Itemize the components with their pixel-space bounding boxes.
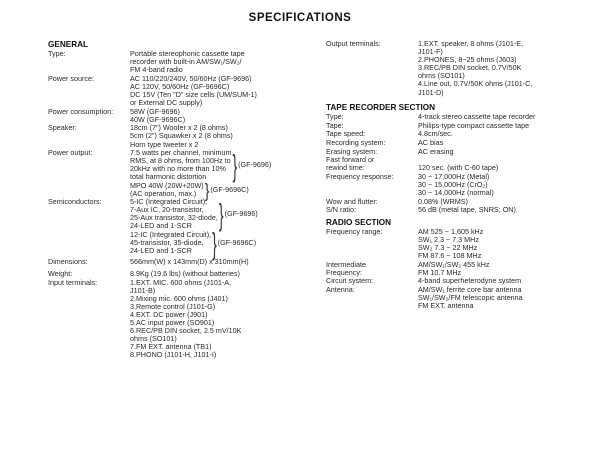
tape-recorder-heading: TAPE RECORDER SECTION <box>326 103 436 113</box>
spec-label: S/N ratio: <box>326 205 356 215</box>
spec-line: FM EXT. antenna <box>418 301 474 311</box>
spec-label: Dimensions: <box>48 257 88 267</box>
spec-label: Frequency range: <box>326 226 383 236</box>
spec-line: 5.AC input power (SO901) <box>130 318 215 327</box>
spec-output-terminals <box>326 40 588 97</box>
spec-value <box>418 261 588 277</box>
right-column <box>326 40 588 311</box>
spec-line: 566mm(W) x 143mm(D) x 310mm(H) <box>130 257 249 267</box>
spec-label-line: Frequency: <box>326 267 362 277</box>
spec-line: 12-IC (Integrated Circuit), <box>130 229 212 239</box>
spec-line: 24-LED and 1-SCR <box>130 221 192 231</box>
model-label: (GF-9696C) <box>210 184 249 194</box>
spec-line: SW₁/SW₂/FM telescopic antenna <box>418 293 523 303</box>
spec-frequency-response <box>326 173 588 197</box>
spec-line: AC 110/220/240V, 50/60Hz (GF-9696) <box>130 73 252 83</box>
spec-label: Weight: <box>48 268 73 278</box>
spec-label <box>326 261 418 277</box>
spec-value: AC erasing <box>418 146 454 156</box>
bracket-group <box>130 225 320 261</box>
spec-label: Frequency response: <box>326 171 394 181</box>
spec-line: 30 ~ 15,000Hz (CrO₂) <box>418 179 488 189</box>
spec-dimensions <box>48 258 320 266</box>
spec-intermediate-frequency <box>326 261 588 277</box>
right-brace-glyph: } <box>212 225 217 261</box>
spec-label: Power consumption: <box>48 106 114 116</box>
spec-label: Input terminals: <box>48 277 98 287</box>
spec-line: MPO 40W (20W+20W) <box>130 180 204 190</box>
spec-line: 25-Aux transistor, 32-diode, <box>130 213 218 223</box>
spec-value <box>130 124 320 148</box>
spec-line: 30 ~ 14,000Hz (normal) <box>418 188 494 197</box>
spec-recording-system <box>326 139 588 147</box>
spec-label: Output terminals: <box>326 39 381 48</box>
spec-value <box>418 286 588 310</box>
spec-line: 3.REC/PB DIN socket, 0.7V/50K <box>418 63 522 73</box>
spec-power-consumption <box>48 108 320 124</box>
spec-line: 24-LED and 1-SCR <box>130 245 192 255</box>
spec-line: J101-B) <box>130 285 156 295</box>
spec-line: FM 4-band radio <box>130 65 183 75</box>
spec-line: 58W (GF-9696) <box>130 106 180 116</box>
radio-heading: RADIO SECTION <box>326 217 392 227</box>
spec-label: Type: <box>326 112 344 122</box>
spec-line: J101-D) <box>418 87 444 97</box>
spec-label: Circuit system: <box>326 276 374 286</box>
spec-value <box>130 147 320 201</box>
spec-weight <box>48 270 320 278</box>
spec-line: recorder with built-in AM/SW₁/SW₂/ <box>130 57 242 67</box>
spec-line: 2.PHONES, 8~25 ohms (J603) <box>418 55 517 65</box>
bracket-lines <box>130 198 218 230</box>
spec-line: 7-Aux IC, 20-transistor, <box>130 205 204 215</box>
bracket-lines <box>130 231 211 255</box>
spec-label-line: rewind time: <box>326 163 365 173</box>
spec-speaker <box>48 124 320 148</box>
spec-value <box>130 196 320 261</box>
spec-line: 120 sec. (with C-60 tape) <box>418 163 499 173</box>
spec-line: 2.Mixing mic. 600 ohms (J401) <box>130 293 228 303</box>
spec-line: AM/SW₁ ferrite core bar antenna <box>418 284 522 294</box>
spec-line: or External DC supply) <box>130 98 203 108</box>
spec-label: Power output: <box>48 148 93 158</box>
spec-label: Wow and flutter: <box>326 196 378 206</box>
spec-label-line: Intermediate <box>326 259 366 269</box>
general-column <box>48 40 320 360</box>
spec-line: SW₂ 7.3 ~ 22 MHz <box>418 242 478 252</box>
spec-label: Tape: <box>326 120 344 130</box>
spec-type <box>48 50 320 74</box>
spec-value: 4-track stereo cassette tape recorder <box>418 112 536 122</box>
spec-label: Speaker: <box>48 123 77 133</box>
general-heading: GENERAL <box>48 40 89 49</box>
spec-value: Philips-type compact cassette tape <box>418 120 530 130</box>
spec-line: FM 87.6 ~ 108 MHz <box>418 251 482 261</box>
spec-line: Horn type tweeter x 2 <box>130 139 199 149</box>
spec-line: ohms (SO101) <box>130 334 177 344</box>
spec-value: AC bias <box>418 137 444 147</box>
spec-line: 30 ~ 17,000Hz (Metal) <box>418 171 490 181</box>
spec-tape <box>326 122 588 130</box>
spec-line: FM 10.7 MHz <box>418 267 462 277</box>
spec-value <box>130 258 320 266</box>
spec-label-line: Fast forward or <box>326 155 375 165</box>
spec-line: 7.FM EXT. antenna (TB1) <box>130 342 212 352</box>
model-label: (GF-9696) <box>224 209 258 219</box>
spec-line: 8.PHONO (J101-H, J101-I) <box>130 350 217 360</box>
spec-value <box>130 270 320 278</box>
spec-value <box>130 279 320 360</box>
spec-line: 6.REC/PB DIN socket, 2.5 mV/10K <box>130 326 242 336</box>
spec-line: total harmonic distortion <box>130 172 207 182</box>
spec-line: RMS, at 8 ohms, from 100Hz to <box>130 156 231 166</box>
spec-line: 7.5 watts per channel, minimum <box>130 148 232 158</box>
spec-semiconductors <box>48 196 320 261</box>
spec-line: AM 525 ~ 1,605 kHz <box>418 226 484 236</box>
spec-power-output <box>48 147 320 201</box>
bracket-group <box>130 198 320 230</box>
spec-sn-ratio <box>326 206 588 214</box>
bracket-group <box>130 178 320 201</box>
spec-line: 45-transistor, 35-diode, <box>130 237 204 247</box>
spec-line: Portable stereophonic cassette tape <box>130 49 245 58</box>
spec-input-terminals <box>48 279 320 360</box>
spec-line: 18cm (7") Woofer x 2 (8 ohms) <box>130 123 228 133</box>
bracket-lines <box>130 182 204 198</box>
spec-value <box>418 228 588 260</box>
spec-label: Semiconductors: <box>48 197 102 207</box>
right-brace-glyph: } <box>232 147 238 183</box>
spec-label: Power source: <box>48 73 94 83</box>
spec-label: Type: <box>48 49 66 58</box>
spec-label: Tape speed: <box>326 129 366 139</box>
spec-label: Recording system: <box>326 137 386 147</box>
spec-line: 5cm (2") Squawker x 2 (8 ohms) <box>130 131 233 141</box>
spec-line: ohms (SO101) <box>418 71 465 81</box>
spec-label: Erasing system: <box>326 146 378 156</box>
right-brace-glyph: } <box>218 196 224 232</box>
spec-value: 4.8cm/sec. <box>418 129 453 139</box>
spec-line: 8.9Kg (19.6 lbs) (without batteries) <box>130 268 240 278</box>
spec-label: Antenna: <box>326 284 355 294</box>
spec-power-source <box>48 75 320 107</box>
spec-line: 3.Remote control (J101-G) <box>130 301 216 311</box>
spec-line: (AC operation, max.) <box>130 188 197 198</box>
spec-line: J101-F) <box>418 47 443 57</box>
spec-fast-forward <box>326 156 588 172</box>
spec-value <box>130 50 320 74</box>
spec-antenna <box>326 286 588 310</box>
spec-value <box>418 173 588 197</box>
spec-label <box>326 156 418 172</box>
spec-frequency-range <box>326 228 588 260</box>
model-label: (GF-9696C) <box>217 237 257 247</box>
model-label: (GF-9696) <box>238 160 272 170</box>
spec-value <box>418 156 588 172</box>
spec-value: 56 dB (metal tape, SNRS; ON) <box>418 205 516 215</box>
page-title: SPECIFICATIONS <box>248 12 352 24</box>
spec-line: AC 120V, 50/60Hz (GF-9696C) <box>130 81 230 91</box>
spec-line: DC 15V (Ten "D" size cells (UM/SUM-1) <box>130 89 257 99</box>
spec-value <box>130 75 320 107</box>
spec-line: 4.EXT. DC power (J901) <box>130 309 208 319</box>
spec-line: 4.Line out, 0.7V/50K ohms (J101-C, <box>418 79 533 89</box>
bracket-lines <box>130 149 231 181</box>
spec-line: 20kHz with no more than 10% <box>130 164 226 174</box>
spec-line: 1.EXT. speaker, 8 ohms (J101-E, <box>418 39 524 48</box>
bracket-group <box>130 149 320 181</box>
spec-value: 0.08% (WRMS) <box>418 196 468 206</box>
spec-line: 5-IC (Integrated Circuit), <box>130 197 208 207</box>
spec-value: 4-band superheterodyne system <box>418 276 522 286</box>
spec-line: 40W (GF-9696C) <box>130 114 186 124</box>
spec-value <box>130 108 320 124</box>
right-brace-glyph: } <box>204 178 210 201</box>
spec-value <box>418 40 588 97</box>
spec-line: 1.EXT. MIC. 600 ohms (J101-A, <box>130 277 232 287</box>
spec-line: AM/SW₁/SW₂ 455 kHz <box>418 259 490 269</box>
spec-line: SW₁ 2.3 ~ 7.3 MHz <box>418 234 479 244</box>
